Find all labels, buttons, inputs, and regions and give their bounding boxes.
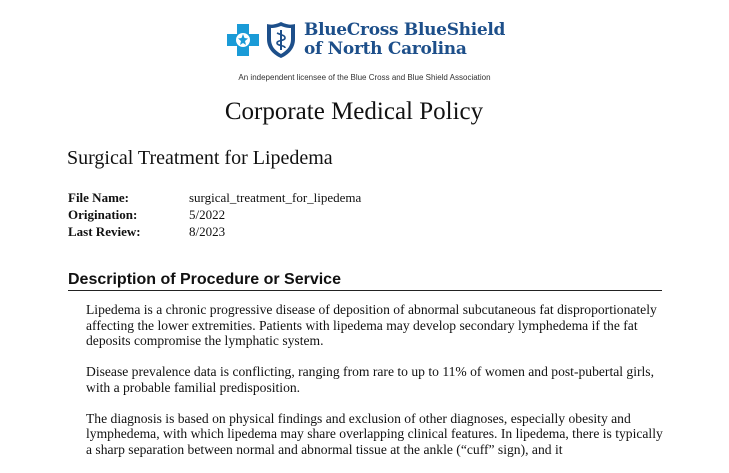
meta-label: File Name: bbox=[68, 190, 130, 205]
document-metadata bbox=[68, 189, 361, 240]
paragraph: The diagnosis is based on physical findings and exclusion of other diagnoses, especially obesity and lymphedema, with which lipedema may share overlapping clinical features. In lipedema, there is typically a sharp separation between normal and abnormal tissue at the ankle (“cuff” sign), and it bbox=[86, 410, 663, 457]
licensee-note: An independent licensee of the Blue Cross and Blue Shield Association bbox=[238, 73, 491, 82]
blue-cross-icon bbox=[226, 23, 260, 57]
meta-value: 5/2022 bbox=[189, 207, 226, 222]
brand-name bbox=[304, 21, 505, 59]
blue-shield-icon bbox=[266, 21, 296, 59]
section-body bbox=[86, 302, 666, 473]
meta-label: Last Review: bbox=[68, 224, 141, 239]
brand-line-1: BlueCross BlueShield bbox=[304, 20, 506, 40]
section-heading: Description of Procedure or Service bbox=[68, 271, 662, 291]
meta-value: 8/2023 bbox=[189, 224, 226, 239]
brand-line-2: of North Carolina bbox=[304, 39, 467, 59]
meta-row-last-review bbox=[68, 223, 361, 240]
paragraph: Lipedema is a chronic progressive disease of deposition of abnormal subcutaneous fat disproportionately affecting the lower extremities. Patients with lipedema may develop secondary lymphedema if the fat deposits compromise the lymphatic system. bbox=[86, 302, 657, 348]
policy-heading: Corporate Medical Policy bbox=[224, 98, 484, 125]
brand-logo bbox=[226, 18, 505, 62]
document-title: Surgical Treatment for Lipedema bbox=[67, 147, 333, 169]
meta-value: surgical_treatment_for_lipedema bbox=[189, 190, 362, 205]
meta-label: Origination: bbox=[68, 207, 138, 222]
paragraph: Disease prevalence data is conflicting, ranging from rare to up to 11% of women and post-pubertal girls, with a probable familial predisposition. bbox=[86, 364, 654, 395]
meta-row-file-name bbox=[68, 189, 361, 206]
meta-row-origination bbox=[68, 206, 361, 223]
